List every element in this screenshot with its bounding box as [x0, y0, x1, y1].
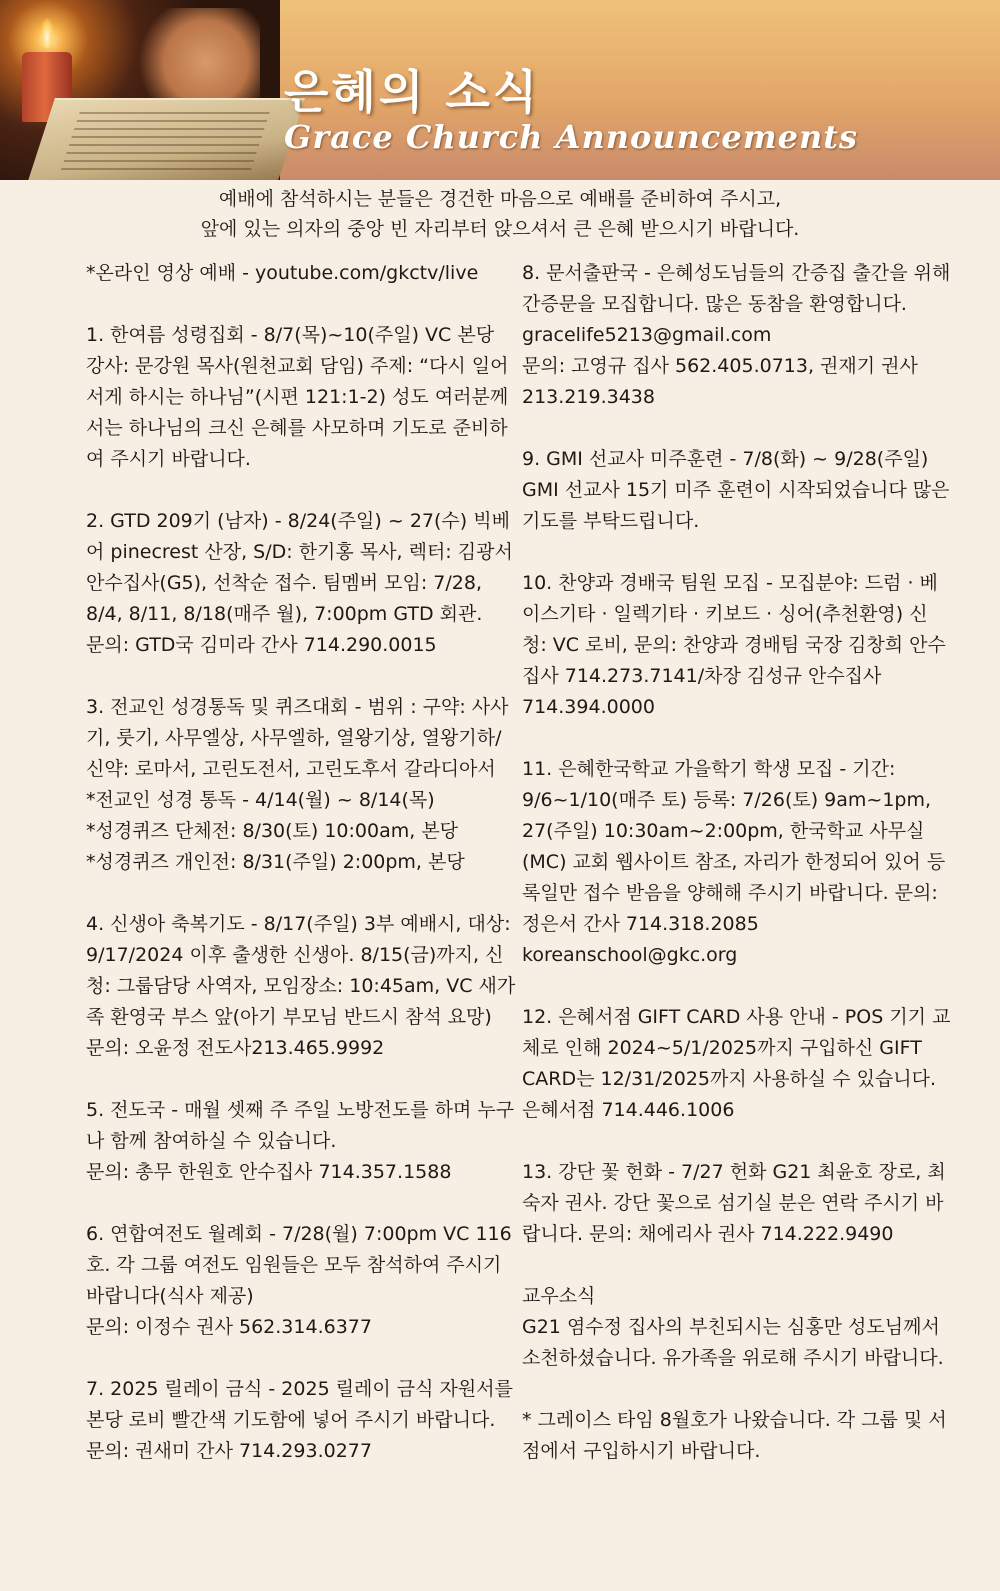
announcement-text: 교우소식 — [522, 1285, 596, 1307]
announcement-text: 문의: 이정수 권사 562.314.6377 — [86, 1316, 372, 1338]
announcement-text: 2. GTD 209기 (남자) - 8/24(주일) ~ 27(수) 빅베어 pinecrest 산장, S/D: 한기홍 목사, 렉터: 김광서 안수집사(G5), 선착순 접수. 팀멤버 모임: 7/28, 8/4, 8/11, 8/18(매주 월), 7:00pm GTD 회관. — [86, 510, 513, 625]
intro-line: 앞에 있는 의자의 중앙 빈 자리부터 앉으셔서 큰 은혜 받으시기 바랍니다. — [200, 218, 800, 240]
announcement-text: *성경퀴즈 개인전: 8/31(주일) 2:00pm, 본당 — [86, 851, 465, 873]
announcement-item — [522, 754, 952, 971]
announcements-left-column — [86, 258, 516, 1498]
announcement-item — [86, 506, 516, 661]
announcement-text: 3. 전교인 성경통독 및 퀴즈대회 - 범위 : 구약: 사사기, 룻기, 사무엘상, 사무엘하, 열왕기상, 열왕기하/신약: 로마서, 고린도전서, 고린도후서 갈라디아서 — [86, 696, 509, 780]
announcement-item — [86, 1219, 516, 1343]
announcement-text: 4. 신생아 축복기도 - 8/17(주일) 3부 예배시, 대상: 9/17/2024 이후 출생한 신생아. 8/15(금)까지, 신청: 그룹담당 사역자, 모임장소: 10:45am, VC 새가족 환영국 부스 앞(아기 부모님 반드시 참석 요망) — [86, 913, 516, 1028]
announcement-item — [522, 258, 952, 413]
announcement-text: 9. GMI 선교사 미주훈련 - 7/8(화) ~ 9/28(주일) GMI 선교사 15기 미주 훈련이 시작되었습니다 많은 기도를 부탁드립니다. — [522, 448, 950, 532]
announcement-item — [86, 320, 516, 475]
flame-icon — [40, 18, 54, 48]
announcement-text: 12. 은혜서점 GIFT CARD 사용 안내 - POS 기기 교체로 인해 2024~5/1/2025까지 구입하신 GIFT CARD는 12/31/2025까지 사용하실 수 있습니다. 은혜서점 714.446.1006 — [522, 1006, 951, 1121]
announcement-item — [86, 1095, 516, 1188]
announcement-text: * 그레이스 타임 8월호가 나왔습니다. 각 그룹 및 서점에서 구입하시기 바랍니다. — [522, 1409, 947, 1462]
announcement-text: 문의: 총무 한원호 안수집사 714.357.1588 — [86, 1161, 452, 1183]
announcement-text: 11. 은혜한국학교 가을학기 학생 모집 - 기간: 9/6~1/10(매주 토) 등록: 7/26(토) 9am~1pm, 27(주일) 10:30am~2:00pm, 한국학교 사무실(MC) 교회 웹사이트 참조, 자리가 한정되어 있어 등록일만 접수 받음을 양해해 주시기 바랍니다. 문의: 정은서 간사 714.318.2085 koreanschool@gkc.org — [522, 758, 946, 966]
announcement-item — [86, 258, 516, 289]
announcement-text: 13. 강단 꽃 헌화 - 7/27 헌화 G21 최윤호 장로, 최숙자 권사. 강단 꽃으로 섬기실 분은 연락 주시기 바랍니다. 문의: 채에리사 권사 714.222.9490 — [522, 1161, 946, 1245]
candle-bible-photo — [0, 0, 280, 180]
announcement-text: 문의: 고영규 집사 562.405.0713, 권재기 권사 213.219.3438 — [522, 355, 918, 408]
announcement-text: 8. 문서출판국 - 은혜성도님들의 간증집 출간을 위해 간증문을 모집합니다. 많은 동참을 환영합니다. gracelife5213@gmail.com — [522, 262, 951, 346]
announcement-text: 10. 찬양과 경배국 팀원 모집 - 모집분야: 드럼 · 베이스기타 · 일렉기타 · 키보드 · 싱어(추천환영) 신청: VC 로비, 문의: 찬양과 경배팀 국장 김창희 안수집사 714.273.7141/차장 김성규 안수집사 714.394.0000 — [522, 572, 946, 718]
announcement-text: 문의: 오윤정 전도사213.465.9992 — [86, 1037, 385, 1059]
announcement-text: *온라인 영상 예배 - youtube.com/gkctv/live — [86, 262, 479, 284]
announcement-item — [86, 692, 516, 878]
page-subtitle: Grace Church Announcements — [284, 118, 859, 156]
announcement-item — [522, 1281, 952, 1374]
intro-message — [0, 184, 1000, 244]
announcement-item — [522, 568, 952, 723]
header-banner — [0, 0, 1000, 180]
bible-text-lines — [60, 112, 269, 172]
announcements-right-column — [522, 258, 952, 1498]
announcement-item — [522, 1405, 952, 1467]
announcement-text: 문의: GTD국 김미라 간사 714.290.0015 — [86, 634, 437, 656]
announcement-item — [86, 1374, 516, 1467]
page-title: 은혜의 소식 — [284, 65, 541, 119]
announcement-item — [86, 909, 516, 1064]
announcement-text: *전교인 성경 통독 - 4/14(월) ~ 8/14(목) — [86, 789, 435, 811]
announcement-text: G21 염수정 집사의 부친되시는 심홍만 성도님께서 소천하셨습니다. 유가족을 위로해 주시기 바랍니다. — [522, 1316, 944, 1369]
announcement-text: 6. 연합여전도 월례회 - 7/28(월) 7:00pm VC 116호. 각 그룹 여전도 임원들은 모두 참석하여 주시기 바랍니다(식사 제공) — [86, 1223, 512, 1307]
announcement-item — [522, 1002, 952, 1126]
announcement-text: 1. 한여름 성령집회 - 8/7(목)~10(주일) VC 본당 강사: 문강원 목사(원천교회 담임) 주제: “다시 일어서게 하시는 하나님”(시편 121:1-2) 성도 여러분께서는 하나님의 크신 은혜를 사모하며 기도로 준비하여 주시기 바랍니다. — [86, 324, 509, 470]
announcement-text: 5. 전도국 - 매월 셋째 주 주일 노방전도를 하며 누구나 함께 참여하실 수 있습니다. — [86, 1099, 515, 1152]
announcement-text: 7. 2025 릴레이 금식 - 2025 릴레이 금식 자원서를 본당 로비 빨간색 기도함에 넣어 주시기 바랍니다. 문의: 권새미 간사 714.293.0277 — [86, 1378, 513, 1462]
announcement-item — [522, 444, 952, 537]
intro-line: 예배에 참석하시는 분들은 경건한 마음으로 예배를 준비하여 주시고, — [218, 188, 782, 210]
announcement-text: *성경퀴즈 단체전: 8/30(토) 10:00am, 본당 — [86, 820, 459, 842]
announcement-item — [522, 1157, 952, 1250]
